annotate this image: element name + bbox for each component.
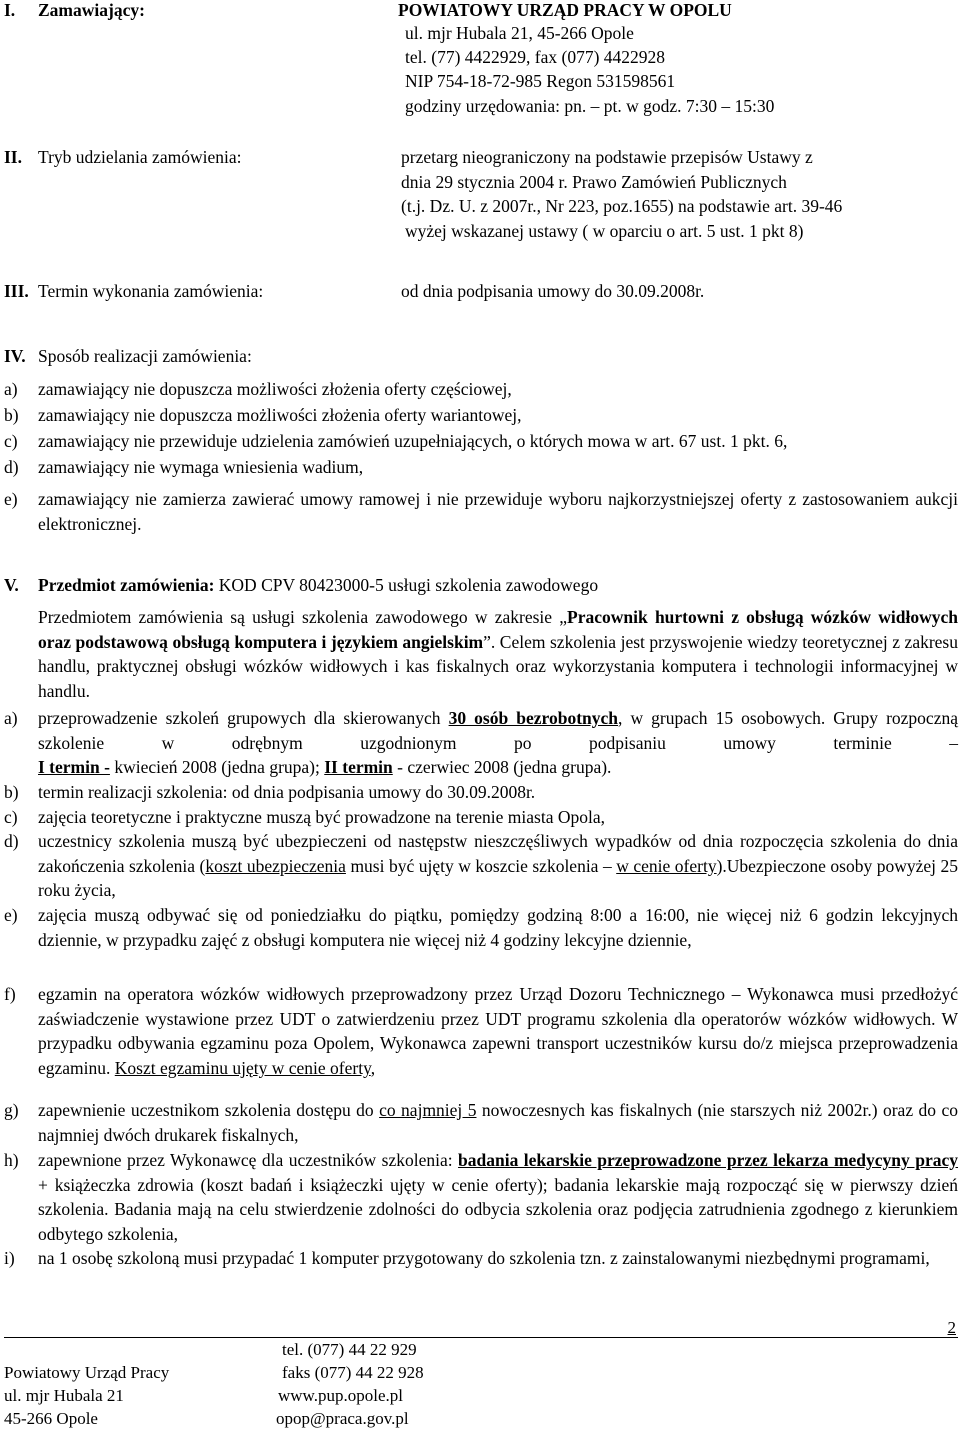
section-label: Sposób realizacji zamówienia: xyxy=(38,346,252,366)
term-one-label: I termin - xyxy=(38,757,110,778)
list-text: zamawiający nie wymaga wniesienia wadium, xyxy=(38,457,364,477)
list-marker: a) xyxy=(4,379,18,399)
intro-text: ”. Celem szkolenia jest przyswojenie wiedzy teoretycznej z zakresu handlu, praktycznej obsługi wózków widłowych i kas fiskalnych oraz wykorzystania komputera i technologii informacyjnej w handlu. xyxy=(38,631,958,702)
list-item xyxy=(4,429,958,454)
subject-intro xyxy=(38,605,958,704)
participants-count: 30 osób bezrobotnych xyxy=(448,708,619,728)
list-marker: f) xyxy=(4,984,16,1004)
list-marker: d) xyxy=(4,831,19,851)
course-name: Pracownik hurtowni z obsługą wózków widłowych oraz podstawową obsługą komputera i językiem angielskim xyxy=(38,607,958,652)
contractor-phone: tel. (77) 4422929, fax (077) 4422928 xyxy=(405,47,666,67)
footer-divider xyxy=(4,1337,958,1338)
text-run: , w grupach 15 osobowych. Grupy rozpoczną szkolenie w odrębnym uzgodnionym po podpisaniu umowy terminie – xyxy=(38,708,958,753)
list-marker: b) xyxy=(4,782,19,802)
text-run: zapewnienie uczestnikom szkolenia dostępu do xyxy=(38,1100,380,1120)
list-item xyxy=(4,805,958,830)
list-item xyxy=(4,903,958,952)
list-text xyxy=(38,982,958,1081)
footer-city: 45-266 Opole xyxy=(4,1409,98,1428)
list-item xyxy=(4,377,958,402)
list-marker: c) xyxy=(4,431,18,451)
text-run: ).Ubezpieczone osoby powyżej 25 roku życia, xyxy=(38,855,958,901)
list-marker: e) xyxy=(4,489,18,509)
section-number: II. xyxy=(4,147,22,167)
contractor-address: ul. mjr Hubala 21, 45-266 Opole xyxy=(405,23,634,43)
list-item xyxy=(4,1098,958,1147)
cpv-code: KOD CPV 80423000-5 usługi szkolenia zawodowego xyxy=(218,575,599,595)
list-marker: e) xyxy=(4,905,18,925)
text-run: przeprowadzenie szkoleń grupowych dla skierowanych xyxy=(38,708,449,728)
text-run-underlined: Koszt egzaminu ujęty w cenie oferty xyxy=(114,1058,371,1079)
completion-date: od dnia podpisania umowy do 30.09.2008r. xyxy=(401,281,705,301)
list-item xyxy=(4,829,958,903)
procedure-line: przetarg nieograniczony na podstawie przepisów Ustawy z xyxy=(401,147,813,167)
page-number: 2 xyxy=(947,1318,956,1337)
procedure-line: (t.j. Dz. U. z 2007r., Nr 223, poz.1655) na podstawie art. 39-46 xyxy=(401,196,843,216)
section-number: IV. xyxy=(4,346,26,366)
footer-street: ul. mjr Hubala 21 xyxy=(4,1386,124,1405)
list-text xyxy=(38,706,958,780)
section-label: Termin wykonania zamówienia: xyxy=(38,281,264,301)
contractor-nip: NIP 754-18-72-985 Regon 531598561 xyxy=(405,71,676,91)
list-text: zamawiający nie dopuszcza możliwości złożenia oferty wariantowej, xyxy=(38,405,522,425)
list-item xyxy=(4,455,958,480)
list-marker: b) xyxy=(4,405,19,425)
text-run-underlined: koszt ubezpieczenia xyxy=(205,855,346,876)
list-text: zamawiający nie dopuszcza możliwości złożenia oferty częściowej, xyxy=(38,379,512,399)
footer-office-name: Powiatowy Urząd Pracy xyxy=(4,1363,170,1382)
text-run: - czerwiec 2008 (jedna grupa). xyxy=(392,757,612,778)
medical-exam-requirement: badania lekarskie przeprowadzone przez lekarza medycyny pracy xyxy=(458,1150,959,1170)
text-run: zapewnione przez Wykonawcę dla uczestników szkolenia: xyxy=(38,1150,459,1170)
footer-fax: faks (077) 44 22 928 xyxy=(282,1363,424,1382)
list-marker: c) xyxy=(4,807,18,827)
list-item xyxy=(4,982,958,1081)
intro-text: Przedmiotem zamówienia są usługi szkolenia zawodowego w zakresie „ xyxy=(38,607,568,627)
section-label: Zamawiający: xyxy=(38,0,145,20)
section-number: III. xyxy=(4,281,29,301)
contractor-hours: godziny urzędowania: pn. – pt. w godz. 7:30 – 15:30 xyxy=(405,96,775,116)
section-label: Przedmiot zamówienia: xyxy=(38,575,215,595)
text-run: uczestnicy szkolenia muszą być ubezpieczeni od następstw nieszczęśliwych wypadków od dnia rozpoczęcia szkolenia do dnia zakończenia szkolenia ( xyxy=(38,831,958,876)
list-marker: h) xyxy=(4,1150,19,1170)
text-run-underlined: w cenie oferty xyxy=(616,855,717,876)
list-text: termin realizacji szkolenia: od dnia podpisania umowy do 30.09.2008r. xyxy=(38,782,536,802)
list-item xyxy=(4,1148,958,1247)
text-run: nowoczesnych kas fiskalnych (nie starszych niż 2002r.) oraz do co najmniej dwóch drukarek fiskalnych, xyxy=(38,1100,958,1145)
text-run: kwiecień 2008 (jedna grupa); xyxy=(109,757,325,778)
list-marker: a) xyxy=(4,708,18,728)
list-item xyxy=(4,1246,958,1271)
list-item xyxy=(4,780,958,805)
list-text: zajęcia muszą odbywać się od poniedziałku do piątku, pomiędzy godziną 8:00 a 16:00, nie więcej niż 6 godzin lekcyjnych dziennie, w przypadku zajęć z obsługi komputera nie więcej niż 4 godziny lekcyjne dziennie, xyxy=(38,905,958,950)
list-text xyxy=(38,1148,958,1247)
section-label: Tryb udzielania zamówienia: xyxy=(38,147,242,167)
text-run-underlined: co najmniej 5 xyxy=(379,1100,477,1120)
footer-email: opop@praca.gov.pl xyxy=(276,1409,409,1428)
text-run: + książeczka zdrowia (koszt badań i książeczki ujęty w cenie oferty); badania lekarskie mają rozpocząć się w pierwszy dzień szkolenia. Badania mają na celu stwierdzenie zdolności do odbycia szkolenia oraz podjęcia zatrudnienia zgodnego z kierunkiem odbytego szkolenia, xyxy=(38,1174,958,1245)
list-text: na 1 osobę szkoloną musi przypadać 1 komputer przygotowany do szkolenia tzn. z zainstalowanymi niezbędnymi programami, xyxy=(38,1248,930,1268)
footer-phone: tel. (077) 44 22 929 xyxy=(282,1340,417,1359)
procedure-line: wyżej wskazanej ustawy ( w oparciu o art. 5 ust. 1 pkt 8) xyxy=(405,221,804,241)
procedure-line: dnia 29 stycznia 2004 r. Prawo Zamówień Publicznych xyxy=(401,172,787,192)
text-run: egzamin na operatora wózków widłowych przeprowadzony przez Urząd Dozoru Technicznego – Wykonawca musi przedłożyć zaświadczenie wystawione przez UDT o zatwierdzeniu przez UDT programu szkolenia dla operatorów wózków widłowych. W przypadku odbywania egzaminu poza Opolem, Wykonawca zapewni transport uczestników kursu do/z miejsca przeprowadzenia egzaminu. xyxy=(38,984,958,1079)
list-text xyxy=(38,829,958,903)
footer-website: www.pup.opole.pl xyxy=(278,1386,403,1405)
list-marker: i) xyxy=(4,1248,15,1268)
list-text xyxy=(38,1098,958,1147)
section-title xyxy=(38,574,598,597)
list-item xyxy=(4,403,958,428)
list-marker: d) xyxy=(4,457,19,477)
list-text: zamawiający nie przewiduje udzielenia zamówień uzupełniających, o których mowa w art. 67 ust. 1 pkt. 6, xyxy=(38,431,788,451)
text-run: , xyxy=(370,1058,376,1079)
list-marker: g) xyxy=(4,1100,19,1120)
text-run: musi być ujęty w koszcie szkolenia – xyxy=(345,855,617,876)
term-two-label: II termin xyxy=(324,757,393,778)
list-item xyxy=(4,706,958,780)
section-number: I. xyxy=(4,0,16,20)
contractor-name: POWIATOWY URZĄD PRACY W OPOLU xyxy=(398,0,732,20)
section-number: V. xyxy=(4,575,19,595)
list-text: zamawiający nie zamierza zawierać umowy ramowej i nie przewiduje wyboru najkorzystniejszej oferty z zastosowaniem aukcji elektronicznej. xyxy=(38,489,958,534)
list-text: zajęcia teoretyczne i praktyczne muszą być prowadzone na terenie miasta Opola, xyxy=(38,807,606,827)
list-item xyxy=(4,487,958,536)
